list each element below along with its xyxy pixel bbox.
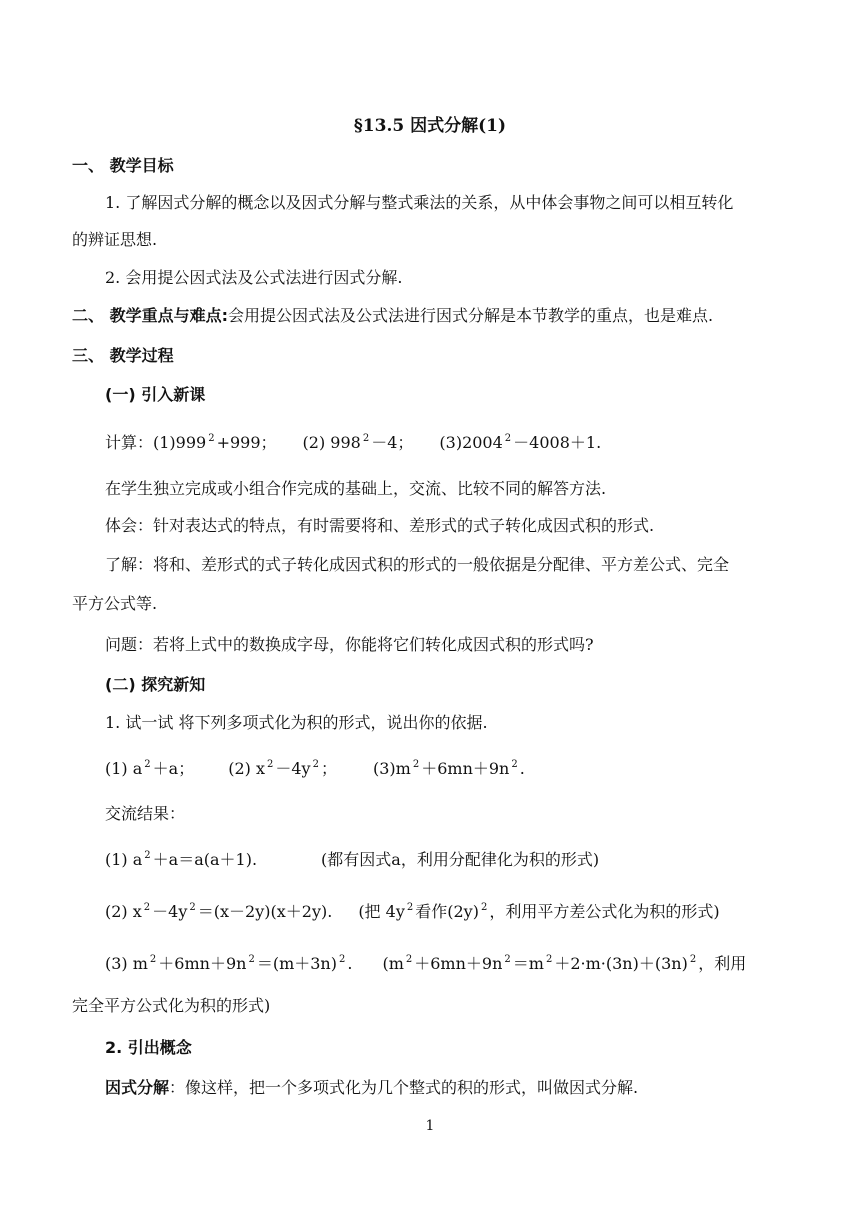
paragraph-2: 体会：针对表达式的特点，有时需要将和、差形式的式子转化成因式积的形式.	[105, 516, 655, 535]
result-2c: ＝(x－2y)(x＋2y).	[197, 902, 333, 921]
result-2-note-3: ，利用平方差公式化为积的形式)	[489, 902, 720, 921]
exponent: 2	[545, 954, 553, 965]
result-3-note-3: ＝m	[512, 954, 544, 973]
result-2b: －4y	[152, 902, 188, 921]
expr-1b: ＋a；	[152, 759, 195, 778]
try-it-line: 1. 试一试 将下列多项式化为积的形式，说出你的依据.	[105, 713, 488, 732]
exponent: 2	[504, 433, 512, 444]
exponent: 2	[143, 902, 151, 913]
subsection-2-heading: (二) 探究新知	[105, 675, 206, 694]
exponent: 2	[144, 850, 151, 861]
exponent: 2	[248, 954, 255, 965]
exponent: 2	[412, 759, 420, 770]
concept-definition	[105, 1076, 788, 1100]
exponent: 2	[511, 759, 518, 770]
calc-part-1: +999；	[216, 433, 277, 452]
result-3a: (3) m	[105, 954, 148, 973]
expr-1a: (1) a	[105, 759, 143, 778]
section-3-heading: 三、 教学过程	[72, 346, 174, 365]
paragraph-3-line-1: 了解：将和、差形式的式子转化成因式积的形式的一般依据是分配律、平方差公式、完全	[105, 555, 730, 574]
calc-part-2a: (2) 998	[302, 433, 361, 452]
result-1a: (1) a	[105, 850, 143, 869]
result-3-note-4: ＋2·m·(3n)＋(3n)	[554, 954, 688, 973]
section-1-heading: 一、 教学目标	[72, 156, 174, 175]
page-title: §13.5 因式分解(1)	[353, 116, 507, 136]
result-3d: .	[347, 954, 353, 973]
result-3-note-1: (m	[382, 954, 404, 973]
result-2-note-1: (把 4y	[358, 902, 405, 921]
paragraph-1: 在学生独立完成或小组合作完成的基础上，交流、比较不同的解答方法.	[105, 479, 607, 498]
exponent: 2	[362, 433, 370, 444]
exponent: 2	[338, 954, 346, 965]
exponent: 2	[689, 954, 697, 965]
exponent: 2	[267, 759, 274, 770]
exponent: 2	[480, 902, 488, 913]
page-number: 1	[425, 1118, 435, 1134]
paragraph-4: 问题：若将上式中的数换成字母，你能将它们转化成因式积的形式吗?	[105, 635, 594, 654]
result-2-note-2: 看作(2y)	[415, 902, 479, 921]
expr-2a: (2) x	[228, 759, 265, 778]
result-3	[105, 952, 788, 976]
expr-2b: －4y	[275, 759, 311, 778]
result-1-note: (都有因式a，利用分配律化为积的形式)	[321, 850, 600, 869]
concept-text: ：像这样，把一个多项式化为几个整式的积的形式，叫做因式分解.	[169, 1078, 639, 1097]
expr-2c: ；	[320, 759, 337, 778]
paragraph-3-line-2: 平方公式等.	[72, 594, 158, 613]
result-1b: ＋a＝a(a＋1).	[152, 850, 258, 869]
objective-2: 2. 会用提公因式法及公式法进行因式分解.	[105, 268, 403, 287]
objective-1-line-1: 1. 了解因式分解的概念以及因式分解与整式乘法的关系，从中体会事物之间可以相互转化	[105, 193, 734, 212]
expr-3a: (3)m	[373, 759, 411, 778]
expressions-line	[105, 757, 788, 781]
result-1	[105, 848, 788, 872]
exponent: 2	[208, 433, 215, 444]
exchange-results-label: 交流结果：	[105, 804, 186, 823]
exponent: 2	[189, 902, 196, 913]
concept-term: 因式分解	[105, 1078, 170, 1097]
calculation-line	[105, 431, 788, 455]
calc-label: 计算：(1)999	[105, 433, 207, 452]
result-2a: (2) x	[105, 902, 142, 921]
exponent: 2	[144, 759, 151, 770]
exponent: 2	[504, 954, 511, 965]
result-3-note-5: ，利用	[698, 954, 747, 973]
result-3b: ＋6mn＋9n	[158, 954, 247, 973]
calc-part-3a: (3)2004	[439, 433, 503, 452]
section-2-text: 会用提公因式法及公式法进行因式分解是本节教学的重点，也是难点.	[227, 306, 714, 325]
calc-part-2b: －4；	[371, 433, 414, 452]
calc-part-3b: －4008＋1.	[513, 433, 602, 452]
section-2	[72, 304, 788, 328]
result-3-line-2: 完全平方公式化为积的形式)	[72, 996, 271, 1015]
result-2	[105, 900, 788, 924]
exponent: 2	[149, 954, 157, 965]
exponent: 2	[405, 954, 413, 965]
objective-1-line-2: 的辨证思想.	[72, 230, 158, 249]
exponent: 2	[312, 759, 319, 770]
result-3-note-2: ＋6mn＋9n	[414, 954, 503, 973]
exponent: 2	[406, 902, 414, 913]
subsection-1-heading: (一) 引入新课	[105, 385, 206, 404]
expr-3c: .	[519, 759, 525, 778]
expr-3b: ＋6mn＋9n	[421, 759, 510, 778]
concept-heading: 2. 引出概念	[105, 1038, 192, 1057]
section-2-heading: 二、 教学重点与难点:	[72, 306, 228, 325]
result-3c: ＝(m＋3n)	[256, 954, 337, 973]
